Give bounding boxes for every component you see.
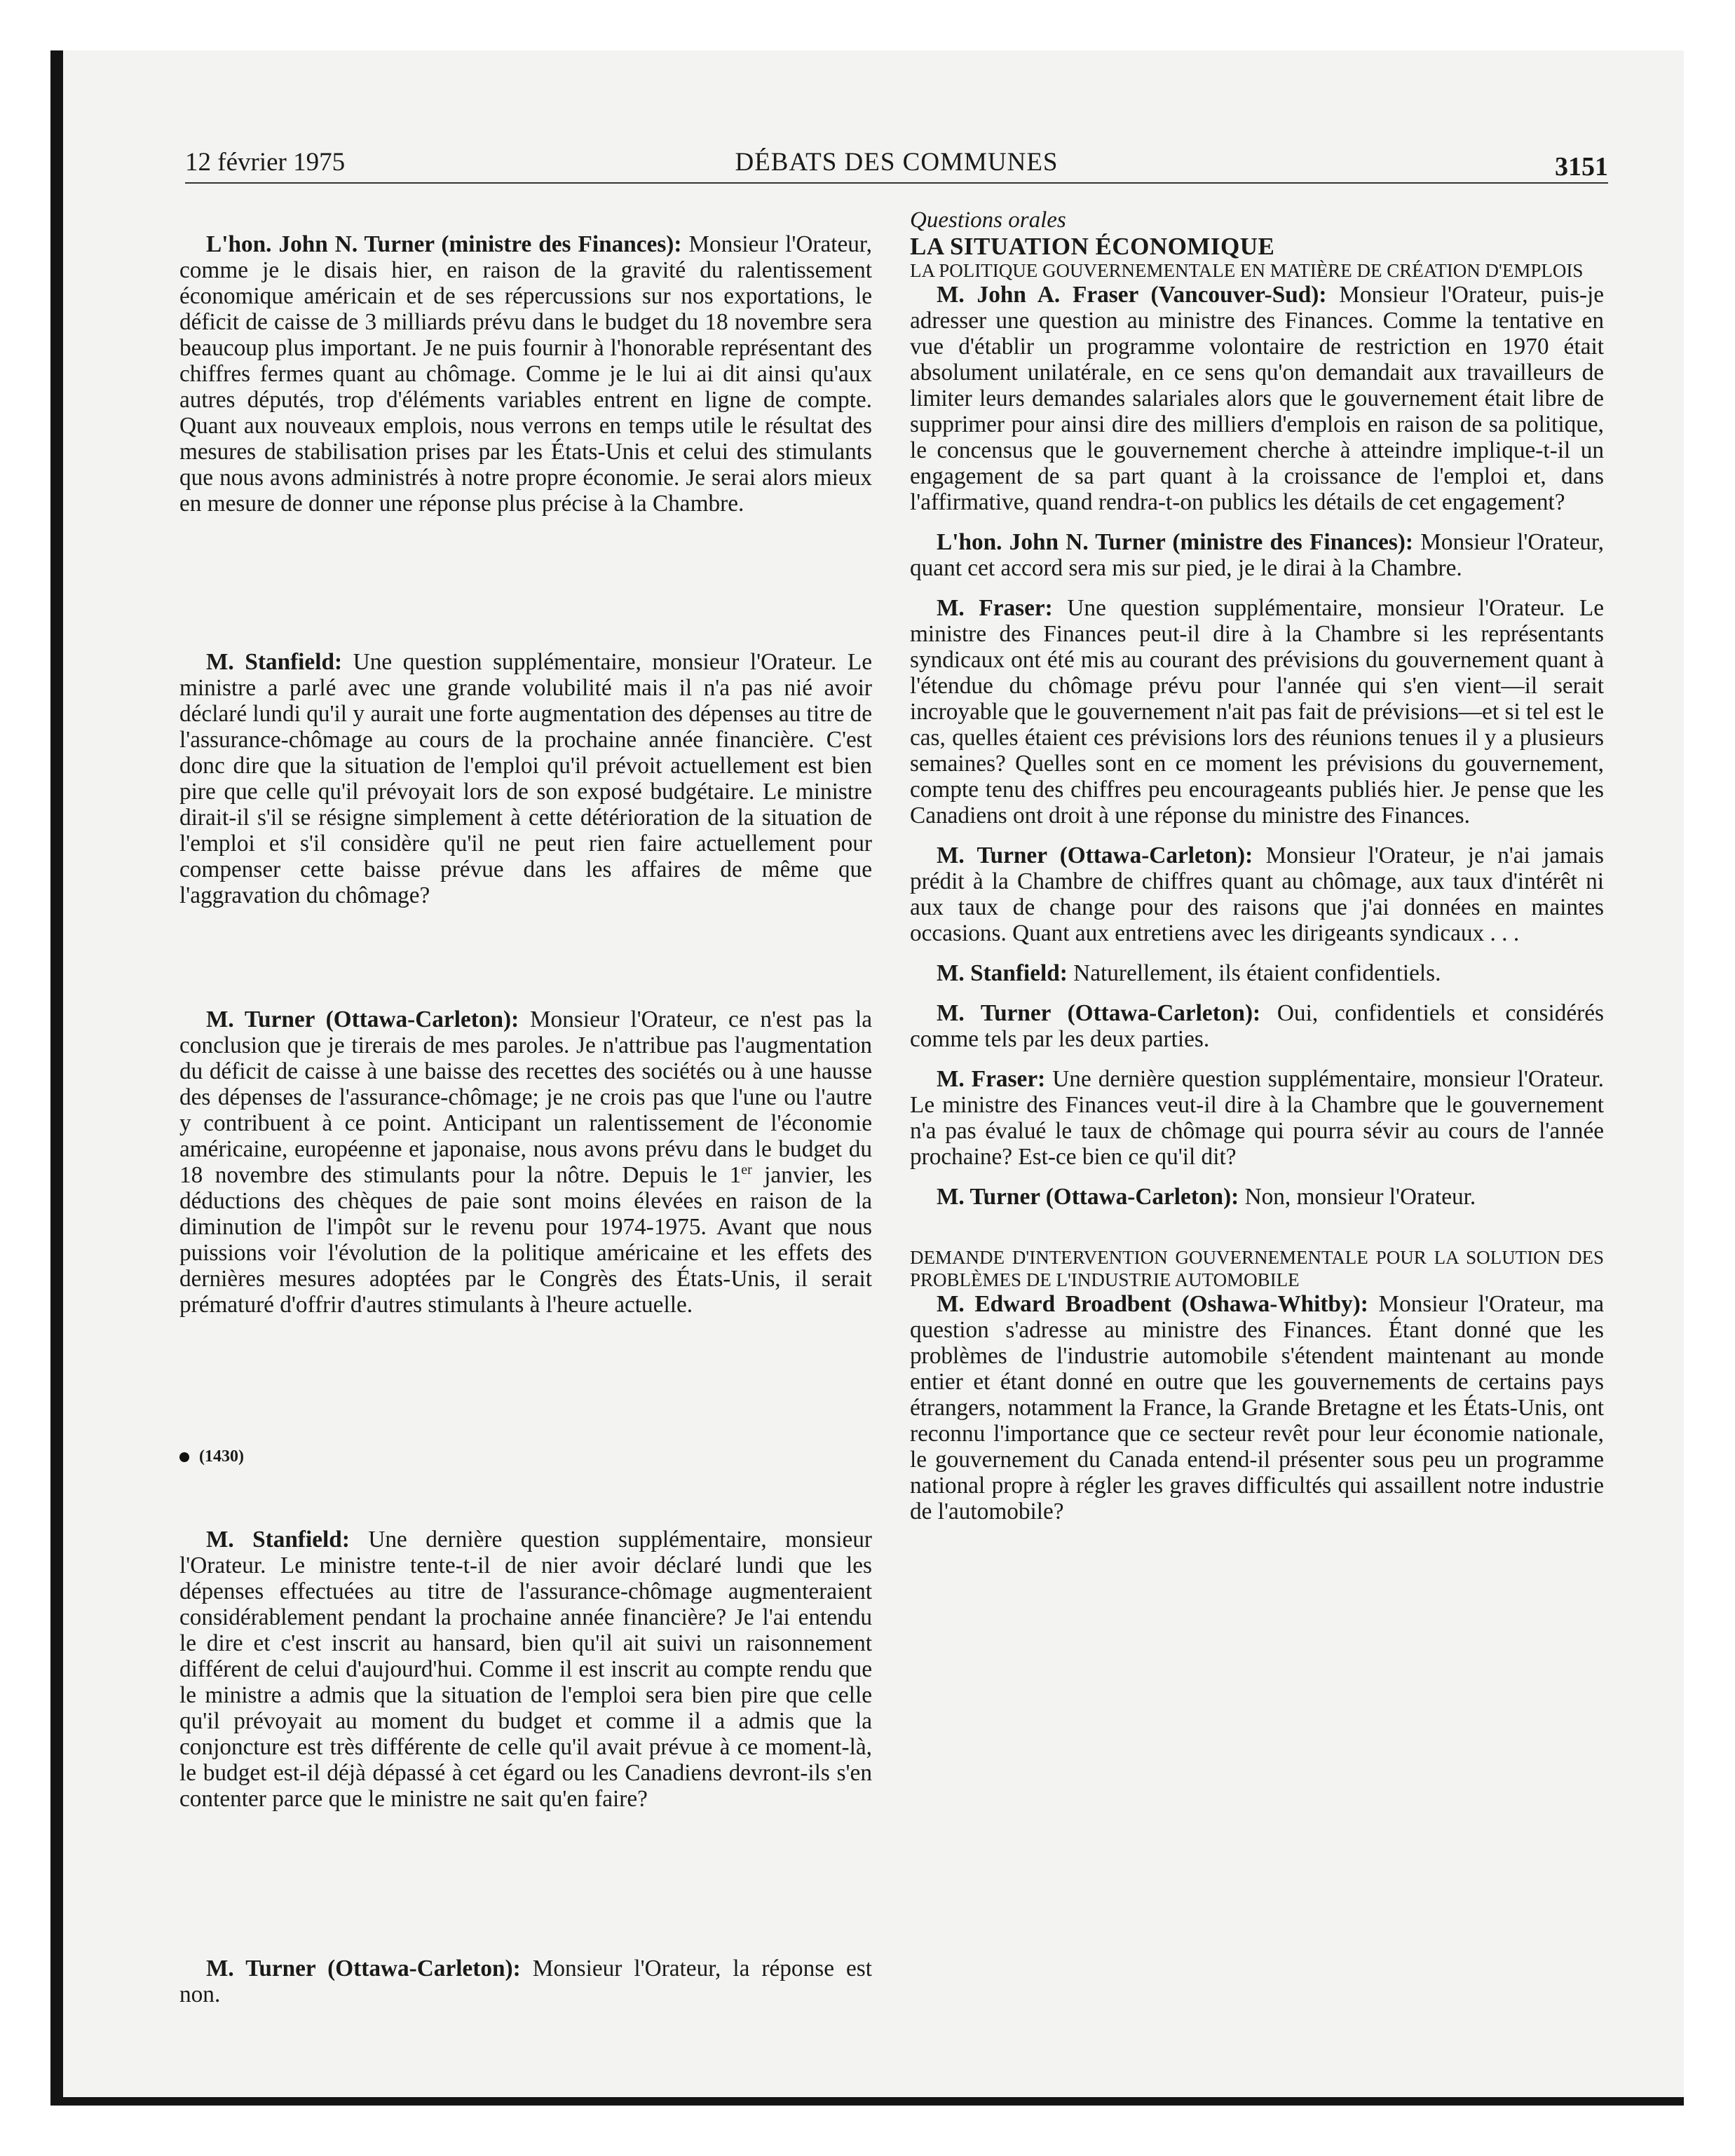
speaker-name: M. Turner (Ottawa-Carleton): (937, 1184, 1239, 1210)
speech-text: Monsieur l'Orateur, puis-je adresser une question au ministre des Finances. Comme la tentative en vue d'établir un programme volontaire de restriction en 1970 était absolument unilatérale, en ce sens qu'on demandait aux travailleurs de limiter leurs demandes salariales alors que le gouvernement était libre de supprimer pour ainsi dire des milliers d'emplois en raison de sa politique, le concensus que le gouvernement cherche à atteindre implique-t-il un engagement de sa part quant à la croissance de l'emploi et, dans l'affirmative, quand rendra-t-on publics les détails de cet engagement? (910, 282, 1604, 515)
subheading-auto-industry: DEMANDE D'INTERVENTION GOUVERNEMENTALE POUR LA SOLUTION DES PROBLÈMES DE L'INDUSTRIE AUTOMOBILE (910, 1247, 1604, 1290)
speech-text: Une question supplémentaire, monsieur l'Orateur. Le ministre des Finances peut-il dire à la Chambre si les représentants syndicaux ont été mis au courant des prévisions du gouvernement quant à l'étendue du chômage prévu pour l'année qui s'en vient—il serait incroyable que le gouvernement n'ait pas fait de prévisions—et si tel est le cas, quelles étaient ces prévisions lors des réunions tenues il y a plusieurs semaines? Quelles sont en ce moment les prévisions du gouvernement, compte tenu des chiffres peu encourageants publiés hier. Je pense que les Canadiens ont droit à une réponse du ministre des Finances. (910, 595, 1604, 828)
spacer (910, 1210, 1604, 1246)
spacer (910, 946, 1604, 960)
speech-paragraph (910, 1184, 1604, 1210)
speech-turner-1 (179, 231, 872, 517)
speaker-name: M. Edward Broadbent (Oshawa-Whitby): (937, 1291, 1368, 1317)
scan-border-left (50, 50, 63, 2106)
scan-border-bottom (50, 2097, 1684, 2106)
speaker-name: M. Stanfield: (937, 960, 1068, 986)
speaker-name: M. Turner (Ottawa-Carleton): (206, 1956, 521, 1981)
spacer (910, 581, 1604, 595)
speech-text: Une question supplémentaire, monsieur l'Orateur. Le ministre a parlé avec une grande volubilité mais il n'a pas nié avoir déclaré lundi qu'il y aurait une forte augmentation des dépenses au titre de l'assurance-chômage au cours de la prochaine année financière. C'est donc dire que la situation de l'emploi qu'il prévoit actuellement est bien pire que celle qu'il prévoyait lors de son exposé budgétaire. Le ministre dirait-il s'il se résigne simplement à cette détérioration de la situation de l'emploi et s'il considère qu'il ne peut rien faire actuellement pour compenser cette baisse prévue dans les affaires de même que l'aggravation du chômage? (179, 649, 873, 908)
page-number: 3151 (1555, 152, 1608, 182)
speech-paragraph (910, 529, 1604, 581)
speech-paragraph (910, 842, 1604, 946)
speech-paragraph (910, 595, 1604, 828)
speaker-name: M. Turner (Ottawa-Carleton): (206, 1007, 519, 1032)
speech-turner-2 (179, 1007, 872, 1318)
speech-paragraph (179, 649, 872, 908)
speech-turner-3 (179, 1956, 872, 2007)
speech-text: Monsieur l'Orateur, la réponse est non. (179, 1956, 872, 2007)
speech-paragraph (179, 1007, 872, 1318)
right-column (910, 207, 1604, 1524)
speech-text: Non, monsieur l'Orateur. (1239, 1184, 1476, 1210)
speech-text: Oui, confidentiels et considérés comme tels par les deux parties. (910, 1000, 1604, 1052)
speaker-name: M. Stanfield: (206, 649, 343, 675)
time-marker (179, 1444, 244, 1470)
superscript: er (741, 1161, 752, 1178)
spacer (910, 986, 1604, 1000)
speaker-name: M. Fraser: (937, 595, 1053, 621)
speech-stanfield-2 (179, 1527, 872, 1812)
speaker-name: L'hon. John N. Turner (ministre des Finances): (937, 529, 1413, 555)
spacer (910, 1170, 1604, 1184)
subheading-employment-policy: LA POLITIQUE GOUVERNEMENTALE EN MATIÈRE DE CRÉATION D'EMPLOIS (910, 260, 1584, 281)
speech-text: Monsieur l'Orateur, ce n'est pas la conclusion que je tirerais de mes paroles. Je n'attribue pas l'augmentation du déficit de caisse à une baisse des recettes des sociétés ou à une hausse des dépenses de l'assurance-chômage; je ne crois pas que l'une ou l'autre y contribuent à ce point. Anticipant un ralentissement de l'économie américaine, européenne et japonaise, nous avons prévu dans le budget du 18 novembre des stimulants pour la nôtre. Depuis le 1 (179, 1007, 873, 1188)
speaker-name: M. Turner (Ottawa-Carleton): (937, 1000, 1261, 1026)
spacer (910, 515, 1604, 529)
speech-text: Naturellement, ils étaient confidentiels. (1067, 960, 1441, 986)
speaker-name: M. John A. Fraser (Vancouver-Sud): (937, 282, 1327, 308)
speech-paragraph (910, 1000, 1604, 1052)
speech-text: Une dernière question supplémentaire, monsieur l'Orateur. Le ministre des Finances veut-il dire à la Chambre que le gouvernement n'a pas évalué le taux de chômage qui pourra sévir au cours de l'année prochaine? Est-ce bien ce qu'il dit? (910, 1066, 1604, 1170)
section-title: LA SITUATION ÉCONOMIQUE (910, 233, 1275, 260)
speech-paragraph (179, 1527, 872, 1812)
time-marker-label: (1430) (199, 1447, 244, 1466)
speech-paragraph (179, 231, 872, 517)
speaker-name: M. Turner (Ottawa-Carleton): (937, 842, 1253, 868)
spacer (910, 1052, 1604, 1066)
speech-paragraph (910, 960, 1604, 986)
spacer (910, 828, 1604, 842)
speech-paragraph (910, 1066, 1604, 1170)
running-header (185, 147, 1608, 184)
rubric-label: Questions orales (910, 207, 1066, 233)
speech-paragraph (910, 282, 1604, 515)
header-title: DÉBATS DES COMMUNES (735, 148, 1059, 177)
speech-text: Monsieur l'Orateur, ma question s'adresse au ministre des Finances. Étant donné que les problèmes de l'industrie automobile s'étendent maintenant au monde entier et étant donné en outre que les gouvernements de certains pays étrangers, notamment la France, la Grande Bretagne et les États-Unis, ont reconnu l'importance que ce secteur revêt pour leur économie nationale, le gouvernement du Canada entend-il présenter sous peu un programme national propre à régler les graves difficultés qui assaillent notre industrie de l'automobile? (910, 1291, 1604, 1524)
speech-text-cont: janvier, les déductions des chèques de paie sont moins élevées en raison de la diminution de l'impôt sur le revenu pour 1974-1975. Avant que nous puissions voir l'évolution de la politique américaine et les effets des dernières mesures adoptées par le Congrès des États-Unis, il serait prématuré d'offrir d'autres stimulants à l'heure actuelle. (179, 1162, 872, 1318)
speech-text: Une dernière question supplémentaire, monsieur l'Orateur. Le ministre tente-t-il de nier avoir déclaré lundi que les dépenses effectuées au titre de l'assurance-chômage augmenteraient considérablement pendant la prochaine année financière? Je l'ai entendu le dire et c'est inscrit au hansard, bien qu'il ait suivi un raisonnement différent de celui d'aujourd'hui. Comme il est inscrit au compte rendu que le ministre a admis que la situation de l'emploi sera bien pire que celle qu'il prévoyait au moment du budget et comme il a admis que la conjoncture est très différente de celle qu'il avait prévue à ce moment-là, le budget est-il déjà dépassé à cet égard ou les Canadiens devront-ils s'en contenter parce que le ministre ne sait qu'en faire? (179, 1527, 873, 1812)
speaker-name: M. Stanfield: (206, 1527, 350, 1553)
speech-text: Monsieur l'Orateur, quant cet accord sera mis sur pied, je le dirai à la Chambre. (910, 529, 1604, 581)
speech-stanfield-1 (179, 649, 872, 908)
speech-paragraph (179, 1956, 872, 2007)
header-date: 12 février 1975 (185, 148, 346, 177)
speaker-name: M. Fraser: (937, 1066, 1046, 1092)
speaker-name: L'hon. John N. Turner (ministre des Finances): (206, 231, 682, 257)
bullet-icon (179, 1452, 189, 1462)
speech-paragraph (910, 1291, 1604, 1524)
speech-text: Monsieur l'Orateur, comme je le disais hier, en raison de la gravité du ralentissement économique américain et de ses répercussions sur nos exportations, le déficit de caisse de 3 milliards prévu dans le budget du 18 novembre sera beaucoup plus important. Je ne puis fournir à l'honorable représentant des chiffres fermes quant au chômage. Comme je le lui ai dit ainsi qu'aux autres députés, trop d'éléments variables entrent en ligne de compte. Quant aux nouveaux emplois, nous verrons en temps utile le résultat des mesures de stabilisation prises par les États-Unis et celui des stimulants que nous avons administrés à notre propre économie. Je serai alors mieux en mesure de donner une réponse plus précise à la Chambre. (179, 231, 872, 517)
speech-text: Monsieur l'Orateur, je n'ai jamais prédit à la Chambre de chiffres quant au chômage, aux taux d'intérêt ni aux taux de change pour des raisons que j'ai données en maintes occasions. Quant aux entretiens avec les dirigeants syndicaux . . . (910, 842, 1605, 946)
